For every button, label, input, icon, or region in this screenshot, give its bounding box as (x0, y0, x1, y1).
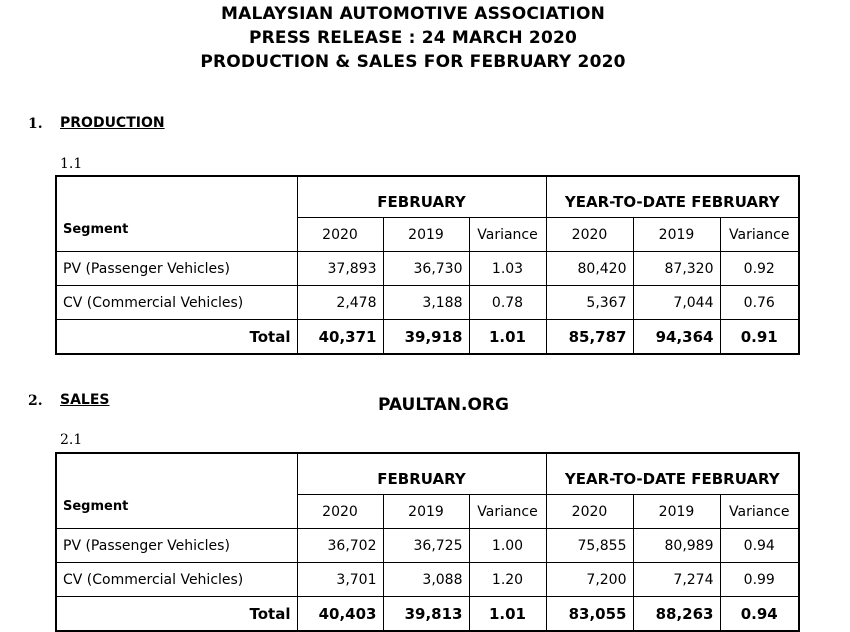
row-label: PV (Passenger Vehicles) (56, 529, 297, 563)
cell: 3,188 (383, 286, 469, 320)
cell: 85,787 (546, 320, 633, 355)
cell: 40,403 (297, 597, 383, 632)
cell: 75,855 (546, 529, 633, 563)
header-line-2: PRESS RELEASE : 24 MARCH 2020 (248, 28, 578, 48)
cell: 7,044 (633, 286, 720, 320)
cell: 37,893 (297, 252, 383, 286)
cell: 0.78 (469, 286, 546, 320)
cell: 40,371 (297, 320, 383, 355)
col-ytd-2019: 2019 (633, 495, 720, 529)
col-feb-variance: Variance (469, 218, 546, 252)
cell: 0.92 (720, 252, 799, 286)
cell: 1.20 (469, 563, 546, 597)
cell: 3,701 (297, 563, 383, 597)
col-ytd-2020: 2020 (546, 495, 633, 529)
cell: 94,364 (633, 320, 720, 355)
sales-section-number: 2. (28, 393, 43, 409)
cell: 1.01 (469, 597, 546, 632)
header-line-3: PRODUCTION & SALES FOR FEBRUARY 2020 (200, 52, 626, 72)
cell: 1.03 (469, 252, 546, 286)
february-group-header: FEBRUARY (297, 176, 546, 218)
col-ytd-variance: Variance (720, 495, 799, 529)
production-section-title: PRODUCTION (60, 115, 165, 131)
cell: 83,055 (546, 597, 633, 632)
cell: 2,478 (297, 286, 383, 320)
production-section-number: 1. (28, 116, 43, 132)
col-ytd-2019: 2019 (633, 218, 720, 252)
production-table (55, 175, 800, 355)
row-label: CV (Commercial Vehicles) (56, 563, 297, 597)
cell: 0.76 (720, 286, 799, 320)
row-label: CV (Commercial Vehicles) (56, 286, 297, 320)
cell: 0.91 (720, 320, 799, 355)
col-ytd-variance: Variance (720, 218, 799, 252)
table-row (56, 252, 799, 286)
col-ytd-2020: 2020 (546, 218, 633, 252)
ytd-group-header: YEAR-TO-DATE FEBRUARY (546, 176, 799, 218)
cell: 1.01 (469, 320, 546, 355)
segment-header: Segment (56, 453, 297, 529)
cell: 7,200 (546, 563, 633, 597)
table-row (56, 286, 799, 320)
cell: 39,813 (383, 597, 469, 632)
table-row (56, 563, 799, 597)
col-feb-variance: Variance (469, 495, 546, 529)
cell: 7,274 (633, 563, 720, 597)
cell: 3,088 (383, 563, 469, 597)
row-label: PV (Passenger Vehicles) (56, 252, 297, 286)
cell: 39,918 (383, 320, 469, 355)
sales-table (55, 452, 800, 632)
production-subsection-number: 1.1 (60, 156, 83, 172)
watermark-text: PAULTAN.ORG (378, 395, 509, 415)
col-feb-2019: 2019 (383, 218, 469, 252)
ytd-group-header: YEAR-TO-DATE FEBRUARY (546, 453, 799, 495)
col-feb-2020: 2020 (297, 218, 383, 252)
segment-header: Segment (56, 176, 297, 252)
cell: 80,420 (546, 252, 633, 286)
cell: 0.94 (720, 529, 799, 563)
total-row (56, 320, 799, 355)
cell: 36,725 (383, 529, 469, 563)
total-label: Total (56, 597, 297, 632)
cell: 88,263 (633, 597, 720, 632)
cell: 87,320 (633, 252, 720, 286)
sales-section-title: SALES (60, 392, 110, 408)
cell: 1.00 (469, 529, 546, 563)
total-label: Total (56, 320, 297, 355)
col-feb-2020: 2020 (297, 495, 383, 529)
sales-subsection-number: 2.1 (60, 432, 83, 448)
header-line-1: MALAYSIAN AUTOMOTIVE ASSOCIATION (220, 4, 606, 24)
table-row (56, 529, 799, 563)
february-group-header: FEBRUARY (297, 453, 546, 495)
total-row (56, 597, 799, 632)
col-feb-2019: 2019 (383, 495, 469, 529)
cell: 36,702 (297, 529, 383, 563)
cell: 80,989 (633, 529, 720, 563)
cell: 0.99 (720, 563, 799, 597)
cell: 0.94 (720, 597, 799, 632)
cell: 5,367 (546, 286, 633, 320)
cell: 36,730 (383, 252, 469, 286)
